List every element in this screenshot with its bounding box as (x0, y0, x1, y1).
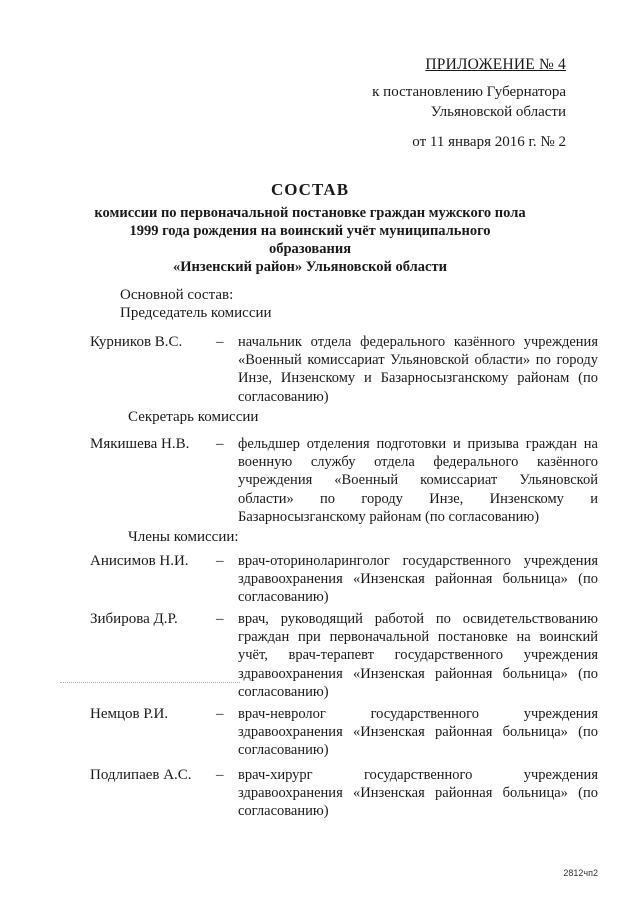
document-code: 2812чп2 (563, 868, 598, 878)
member-dash: – (216, 334, 224, 350)
section-chairman: Председатель комиссии (120, 305, 272, 321)
appendix-date: от 11 января 2016 г. № 2 (412, 134, 566, 150)
member-name: Курников В.С. (90, 334, 183, 350)
member-name: Анисимов Н.И. (90, 553, 189, 569)
heading-line-3: «Инзенский район» Ульяновской области (173, 259, 447, 275)
member-name: Немцов Р.И. (90, 706, 169, 722)
member-position: врач-невролог государственного учреждения здравоохранения «Инзенская районная больница» (по согласованию) (238, 706, 598, 759)
heading-line-1: комиссии по первоначальной постановке граждан мужского пола (94, 205, 526, 221)
appendix-block (346, 56, 566, 152)
section-secretary: Секретарь комиссии (128, 409, 259, 425)
appendix-line-1: к постановлению Губернатора (372, 84, 566, 100)
section-members: Члены комиссии: (128, 529, 239, 545)
member-dash: – (216, 553, 224, 569)
member-dash: – (216, 611, 224, 627)
member-dash: – (216, 436, 224, 452)
member-position: врач-оториноларинголог государственного учреждения здравоохранения «Инзенская районная больница» (по согласованию) (238, 553, 598, 606)
member-name: Подлипаев А.С. (90, 767, 192, 783)
member-name: Зибирова Д.Р. (90, 611, 178, 627)
member-position: врач-хирург государственного учреждения здравоохранения «Инзенская районная больница» (по согласованию) (238, 767, 598, 820)
appendix-title: ПРИЛОЖЕНИЕ № 4 (425, 56, 566, 73)
section-main-composition: Основной состав: (120, 287, 234, 303)
member-dash: – (216, 767, 224, 783)
member-position: начальник отдела федерального казённого учреждения «Военный комиссариат Ульяновской области» по городу Инзе, Инзенскому и Базарносызганскому районам (по согласованию) (238, 334, 598, 405)
member-position: врач, руководящий работой по освидетельствованию граждан при первоначальной постановке на воинский учёт, врач-терапевт государственного учреждения здравоохранения «Инзенская районная больница» (по согласованию) (238, 611, 598, 700)
document-heading (90, 180, 530, 276)
appendix-line-2: Ульяновской области (430, 104, 566, 120)
member-dash: – (216, 706, 224, 722)
heading-line-2: 1999 года рождения на воинский учёт муниципального образования (129, 223, 491, 257)
heading-title: СОСТАВ (270, 180, 350, 199)
scan-artifact (60, 682, 240, 683)
member-name: Мякишева Н.В. (90, 436, 190, 452)
member-position: фельдшер отделения подготовки и призыва граждан на военную службу отдела федерального казённого учреждения «Военный комиссариат Ульяновской области» по городу Инзе, Инзенскому и Базарносызганскому районам (по согласованию) (238, 436, 598, 525)
